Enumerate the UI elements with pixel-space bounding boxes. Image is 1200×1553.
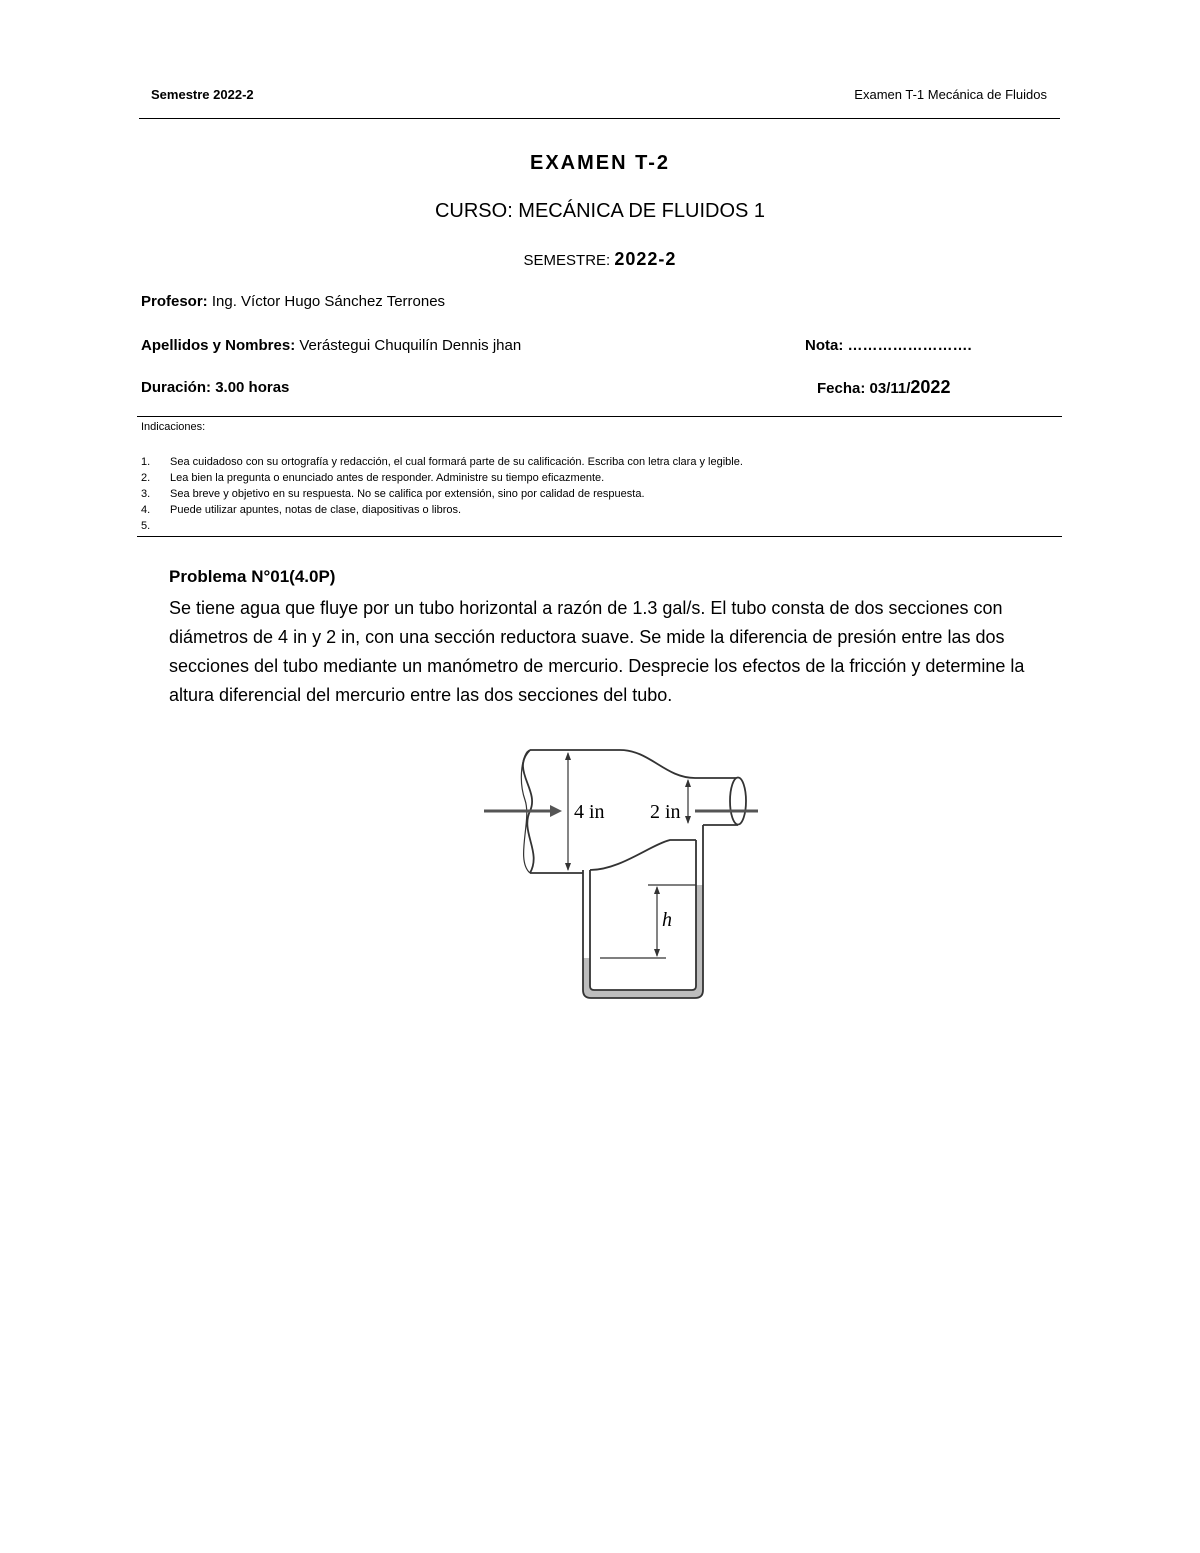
h-arrow-top xyxy=(654,886,660,894)
header-divider xyxy=(139,118,1060,119)
names-line xyxy=(141,337,521,354)
dim-2in-arrow-top xyxy=(685,779,691,787)
u-tube-outer xyxy=(583,825,703,998)
indications-top-rule xyxy=(137,416,1062,417)
indication-item: 1. Sea cuidadoso con su ortografía y redacción, el cual formará parte de su calificación. Escriba con letra clara y legible. xyxy=(141,456,743,468)
names-label: Apellidos y Nombres: xyxy=(141,337,296,354)
dim-2in-arrow-bottom xyxy=(685,816,691,824)
label-2in: 2 in xyxy=(650,801,681,823)
pipe-right-cut xyxy=(730,778,746,825)
professor-value: Ing. Víctor Hugo Sánchez Terrones xyxy=(211,293,446,310)
label-4in: 4 in xyxy=(574,801,605,823)
problem-title: Problema N°01(4.0P) xyxy=(169,567,336,586)
venturi-manometer-figure xyxy=(470,740,770,1005)
professor-label: Profesor: xyxy=(141,293,208,310)
h-arrow-bottom xyxy=(654,949,660,957)
semester-label: SEMESTRE: xyxy=(523,252,611,269)
duration-label: Duración: xyxy=(141,379,212,396)
indications-heading: Indicaciones: xyxy=(141,421,206,433)
indications-bottom-rule xyxy=(137,536,1062,537)
semester-line xyxy=(0,249,1200,270)
indications-list xyxy=(141,454,743,534)
problem-statement: Se tiene agua que fluye por un tubo horizontal a razón de 1.3 gal/s. El tubo consta de dos secciones con diámetros de 4 in y 2 in, con una sección reductora suave. Se mide la diferencia de presión entre las dos secciones del tubo mediante un manómetro de mercurio. Desprecie los efectos de la fricción y determine la altura diferencial del mercurio entre las dos secciones del tubo. xyxy=(169,598,1025,705)
header-right: Examen T-1 Mecánica de Fluidos xyxy=(854,87,1047,102)
professor-line xyxy=(141,293,445,310)
grade-value: ……………………. xyxy=(847,337,972,354)
dim-4in-arrow-top xyxy=(565,752,571,760)
indication-item: 3. Sea breve y objetivo en su respuesta. No se califica por extensión, sino por calidad de respuesta. xyxy=(141,488,645,500)
grade-line xyxy=(805,337,972,354)
duration-line xyxy=(141,379,289,396)
duration-value: 3.00 horas xyxy=(215,379,290,396)
course-name: CURSO: MECÁNICA DE FLUIDOS 1 xyxy=(434,200,766,222)
header-left: Semestre 2022-2 xyxy=(151,87,254,102)
date-label: Fecha: 03/11/ xyxy=(817,380,911,397)
grade-label: Nota: xyxy=(805,337,844,354)
pipe-top xyxy=(530,750,738,778)
semester-value: 2022-2 xyxy=(614,249,677,269)
indication-item: 2. Lea bien la pregunta o enunciado antes de responder. Administre su tiempo eficazmente. xyxy=(141,472,605,484)
date-line xyxy=(817,377,950,398)
names-value: Verástegui Chuquilín Dennis jhan xyxy=(299,337,522,354)
exam-title: EXAMEN T-2 xyxy=(529,152,671,174)
indication-item: 4. Puede utilizar apuntes, notas de clase, diapositivas o libros. xyxy=(141,504,462,516)
flow-arrow-head xyxy=(550,805,562,817)
indication-item: 5. xyxy=(141,520,151,532)
mercury-fill xyxy=(583,885,703,998)
pipe-bottom xyxy=(530,840,696,873)
u-tube-inner xyxy=(590,840,696,990)
date-year: 2022 xyxy=(910,377,951,397)
label-h: h xyxy=(662,909,672,931)
dim-4in-arrow-bottom xyxy=(565,863,571,871)
